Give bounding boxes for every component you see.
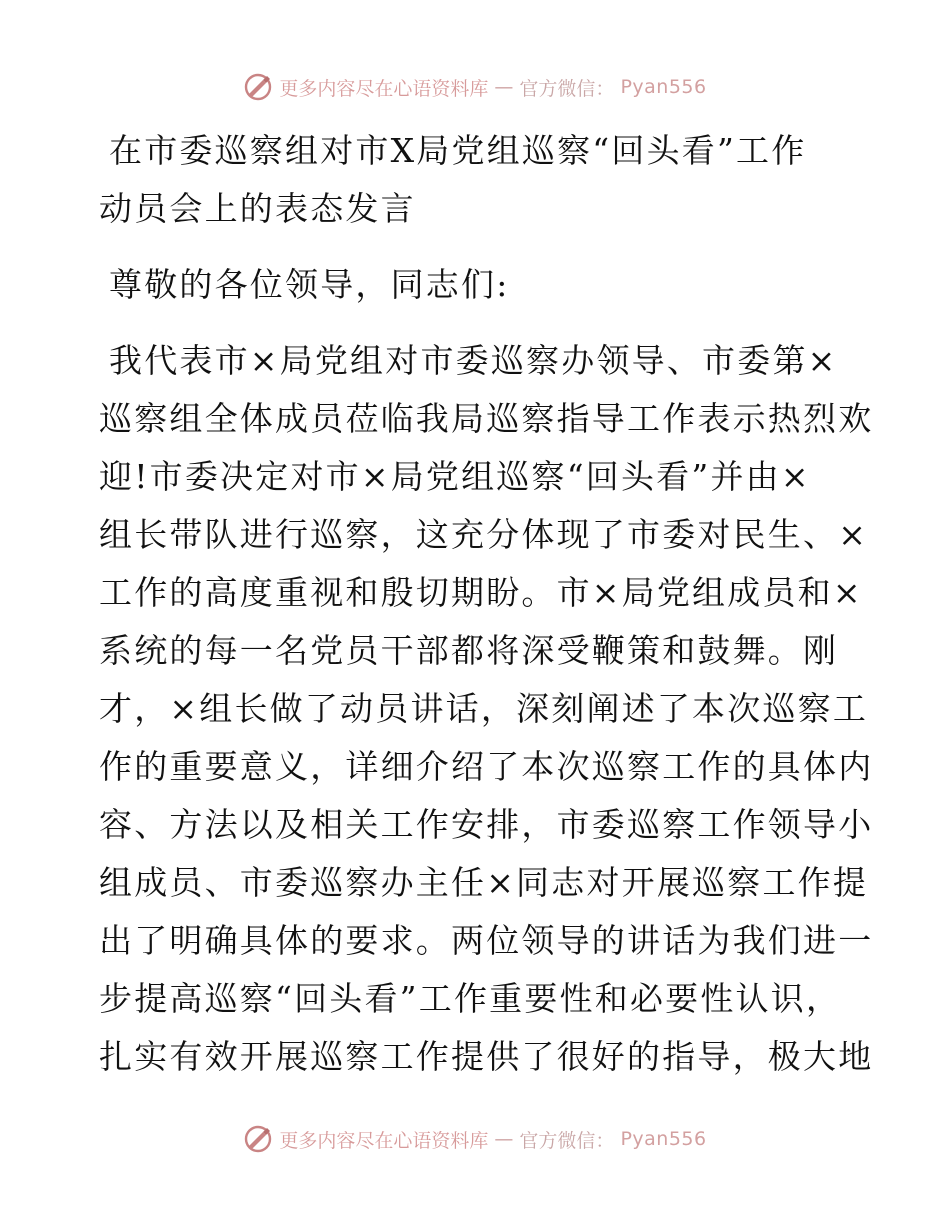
- body-paragraph: [99, 332, 874, 1086]
- paragraph-line: 扎实有效开展巡察工作提供了很好的指导，极大地: [99, 1037, 874, 1076]
- paragraph-line: 作的重要意义，详细介绍了本次巡察工作的具体内: [99, 747, 874, 786]
- watermark-label: 官方微信：: [519, 77, 615, 100]
- paragraph-line: 巡察组全体成员莅临我局巡察指导工作表示热烈欢: [99, 399, 874, 438]
- document-content: [99, 122, 874, 1086]
- logo-icon: [243, 1124, 273, 1154]
- watermark-brand: 更多内容尽在心语资料库: [279, 77, 489, 100]
- watermark-wechat-id: Pyan556: [620, 76, 707, 98]
- title-line: 动员会上的表态发言: [99, 189, 416, 228]
- logo-icon: [243, 72, 273, 102]
- paragraph-line: 组成员、市委巡察办主任×同志对开展巡察工作提: [99, 863, 869, 902]
- paragraph-line: 我代表市×局党组对市委巡察办领导、市委第×: [109, 341, 838, 380]
- watermark-wechat-id: Pyan556: [620, 1128, 707, 1150]
- watermark-separator: —: [494, 1128, 514, 1150]
- paragraph-line: 组长带队进行巡察，这充分体现了市委对民生、×: [99, 515, 869, 554]
- watermark-brand: 更多内容尽在心语资料库: [279, 1129, 489, 1152]
- watermark-label: 官方微信：: [519, 1129, 615, 1152]
- paragraph-line: 容、方法以及相关工作安排，市委巡察工作领导小: [99, 805, 874, 844]
- paragraph-line: 出了明确具体的要求。两位领导的讲话为我们进一: [99, 921, 874, 960]
- watermark-separator: —: [494, 76, 514, 98]
- header-watermark: [0, 72, 950, 102]
- document-title: [99, 122, 849, 238]
- paragraph-line: 步提高巡察“回头看”工作重要性和必要性认识，: [99, 979, 842, 1018]
- paragraph-line: 迎!市委决定对市×局党组巡察“回头看”并由×: [99, 457, 811, 496]
- spacer: [99, 238, 849, 256]
- salutation: 尊敬的各位领导，同志们:: [109, 265, 510, 304]
- footer-watermark: [0, 1124, 950, 1154]
- title-line: 在市委巡察组对市X局党组巡察“回头看”工作: [109, 131, 807, 170]
- paragraph-line: 工作的高度重视和殷切期盼。市×局党组成员和×: [99, 573, 863, 612]
- paragraph-line: 系统的每一名党员干部都将深受鞭策和鼓舞。刚: [99, 631, 839, 670]
- paragraph-line: 才，×组长做了动员讲话，深刻阐述了本次巡察工: [99, 689, 869, 728]
- spacer: [99, 314, 849, 332]
